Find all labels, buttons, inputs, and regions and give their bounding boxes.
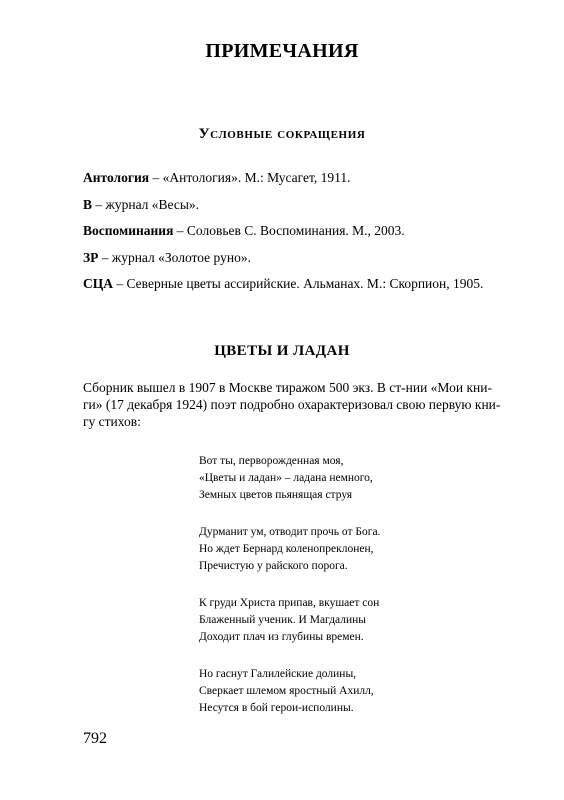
page-title: ПРИМЕЧАНИЯ: [205, 40, 359, 62]
abbr-definition: – Северные цветы ассирийские. Альманах. М.: Скорпион, 1905.: [113, 276, 484, 291]
poem-line: Дурманит ум, отводит прочь от Бога.: [199, 526, 381, 538]
poem-line: Сверкает шлемом яростный Ахилл,: [199, 685, 374, 697]
poem-stanza: [199, 453, 499, 504]
abbr-definition: – Соловьев С. Воспоминания. М., 2003.: [173, 223, 405, 238]
abbreviations-heading: Условные сокращения: [198, 126, 366, 142]
poem-line: Блаженный ученик. И Магдалины: [199, 614, 367, 626]
poem-line: К груди Христа припав, вкушает сон: [199, 597, 380, 609]
poem: [199, 453, 499, 737]
poem-line: Вот ты, перворожденная моя,: [199, 455, 344, 467]
abbreviations-list: [83, 170, 503, 303]
poem-line: «Цветы и ладан» – ладана немного,: [199, 472, 373, 484]
abbr-item: [83, 197, 503, 213]
poem-stanza: [199, 595, 499, 646]
poem-line: Пречистую у райского порога.: [199, 560, 348, 572]
abbr-item: [83, 223, 503, 239]
abbr-term: ЗР: [83, 249, 99, 265]
abbr-term: В: [83, 196, 93, 212]
intro-line: ги» (17 декабря 1924) поэт подробно охарактеризовал свою первую кни-: [83, 397, 501, 412]
abbr-item: [83, 276, 503, 292]
poem-line: Доходит плач из глубины времен.: [199, 631, 364, 643]
page-number: 792: [83, 730, 107, 747]
poem-stanza: [199, 524, 499, 575]
abbr-item: [83, 250, 503, 266]
poem-line: Но гаснут Галилейские долины,: [199, 668, 357, 680]
section-heading: ЦВЕТЫ И ЛАДАН: [214, 343, 350, 359]
abbr-term: СЦА: [83, 276, 113, 291]
intro-line: Сборник вышел в 1907 в Москве тиражом 500 экз. В ст-нии «Мои кни-: [83, 380, 492, 395]
intro-line: гу стихов:: [83, 414, 141, 429]
abbr-definition: – «Антология». М.: Мусагет, 1911.: [149, 170, 351, 185]
poem-line: Несутся в бой герои-исполины.: [199, 702, 354, 714]
poem-line: Земных цветов пьянящая струя: [199, 489, 353, 501]
abbr-term: Антология: [83, 170, 150, 185]
poem-stanza: [199, 666, 499, 717]
abbr-definition: – журнал «Весы».: [92, 196, 200, 212]
abbr-term: Воспоминания: [83, 223, 174, 238]
poem-line: Но ждет Бернард коленопреклонен,: [199, 543, 374, 555]
abbr-definition: – журнал «Золотое руно».: [98, 249, 251, 265]
abbr-item: [83, 170, 503, 186]
intro-paragraph: [83, 379, 501, 430]
